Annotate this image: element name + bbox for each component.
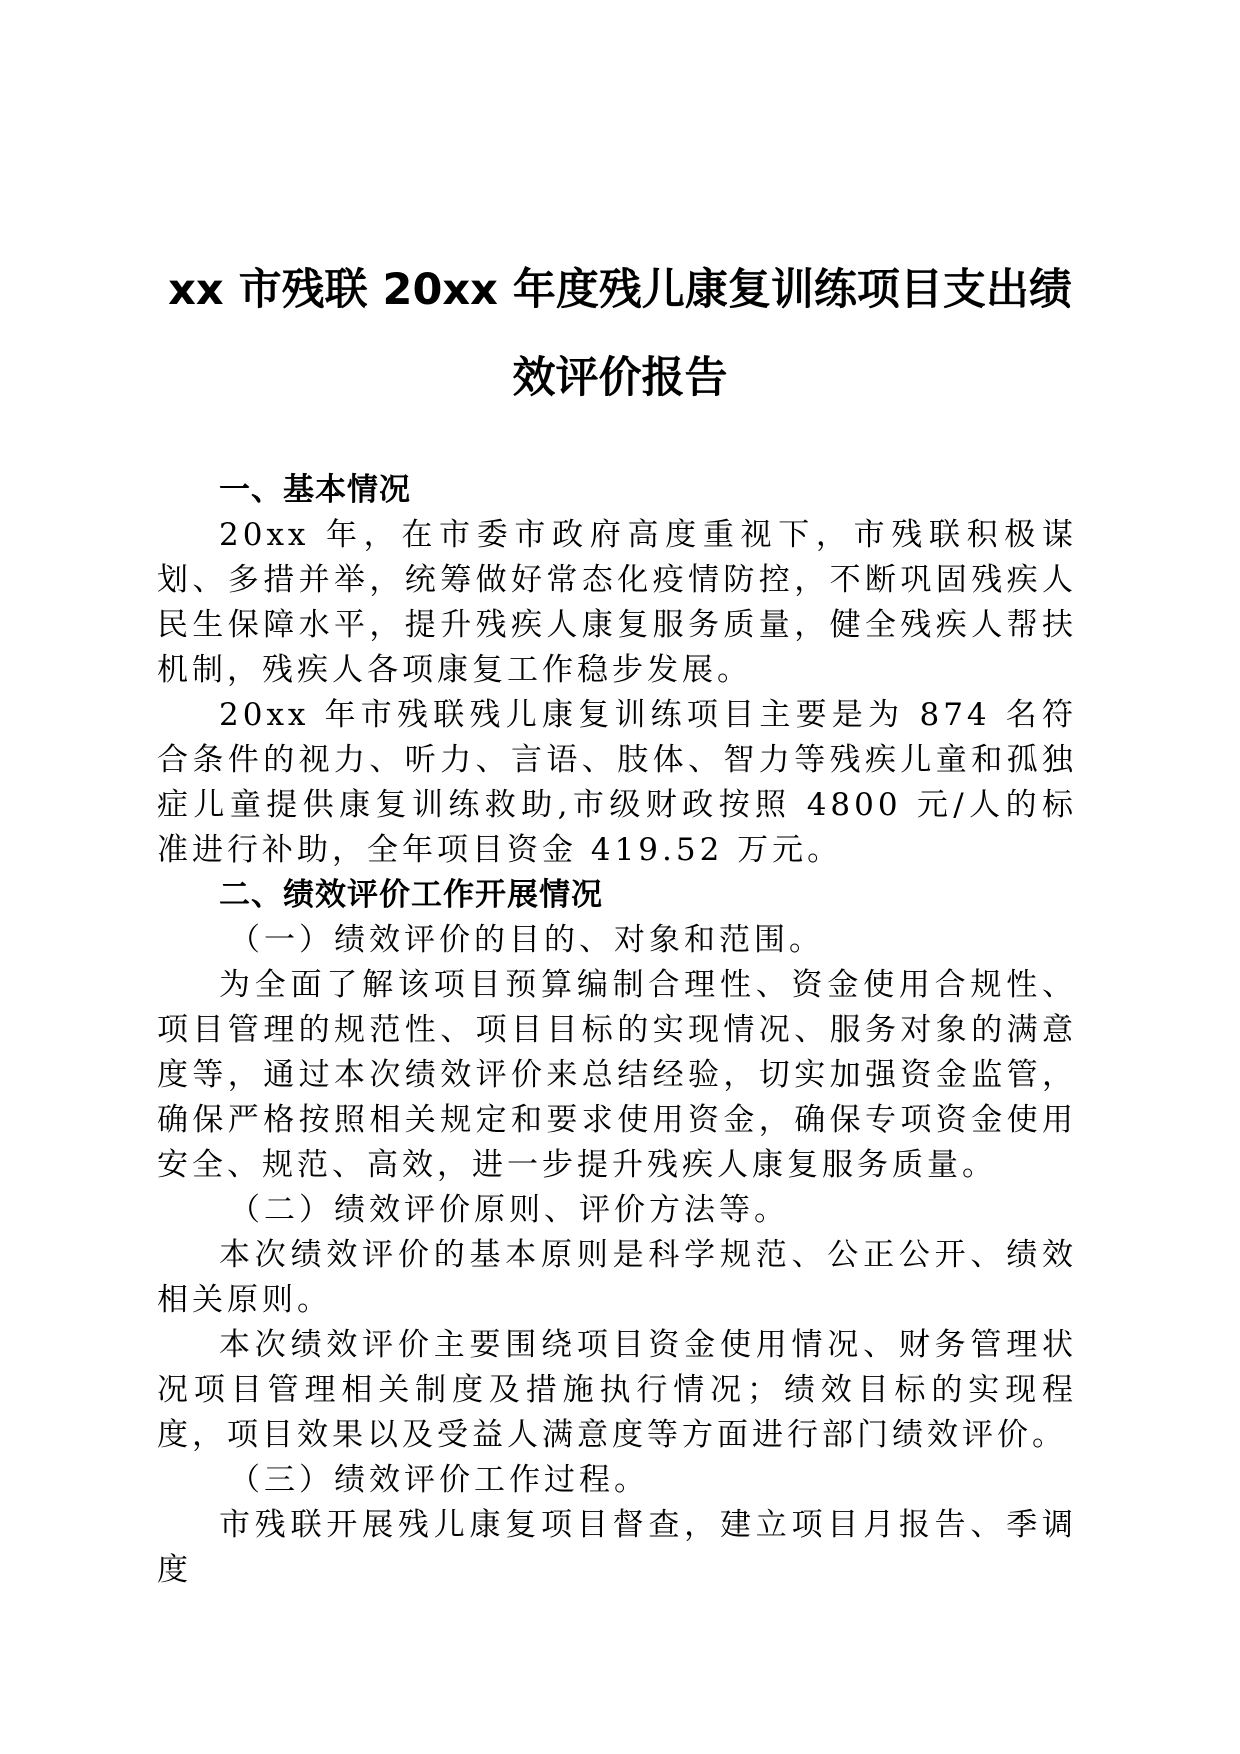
subsection-heading-process: （三）绩效评价工作过程。: [229, 1462, 649, 1498]
subsection-heading-principles: （二）绩效评价原则、评价方法等。: [229, 1192, 789, 1228]
paragraph: 20xx 年，在市委市政府高度重视下，市残联积极谋划、多措并举，统筹做好常态化疫情防控，不断巩固残疾人民生保障水平，提升残疾人康复服务质量，健全残疾人帮扶机制，残疾人各项康复工作稳步发展。: [157, 517, 1077, 688]
section-heading-basic-situation: 一、基本情况: [219, 472, 411, 508]
document-title-line-1: xx 市残联 20xx 年度残儿康复训练项目支出绩: [168, 265, 1072, 315]
paragraph: 为全面了解该项目预算编制合理性、资金使用合规性、项目管理的规范性、项目目标的实现情况、服务对象的满意度等，通过本次绩效评价来总结经验，切实加强资金监管，确保严格按照相关规定和要求使用资金，确保专项资金使用安全、规范、高效，进一步提升残疾人康复服务质量。: [157, 967, 1077, 1183]
paragraph: 20xx 年市残联残儿康复训练项目主要是为 874 名符合条件的视力、听力、言语、肢体、智力等残疾儿童和孤独症儿童提供康复训练救助,市级财政按照 4800 元/人的标准进行补助，全年项目资金 419.52 万元。: [157, 697, 1077, 868]
paragraph: 本次绩效评价的基本原则是科学规范、公正公开、绩效相关原则。: [157, 1237, 1077, 1318]
document-body: [157, 468, 1077, 1593]
section-heading-evaluation-work: 二、绩效评价工作开展情况: [219, 877, 603, 913]
paragraph: 本次绩效评价主要围绕项目资金使用情况、财务管理状况项目管理相关制度及措施执行情况；绩效目标的实现程度，项目效果以及受益人满意度等方面进行部门绩效评价。: [157, 1327, 1077, 1453]
document-title-line-2: 效评价报告: [512, 353, 728, 403]
subsection-heading-purpose: （一）绩效评价的目的、对象和范围。: [229, 922, 824, 958]
paragraph: 市残联开展残儿康复项目督查，建立项目月报告、季调度: [157, 1507, 1077, 1588]
